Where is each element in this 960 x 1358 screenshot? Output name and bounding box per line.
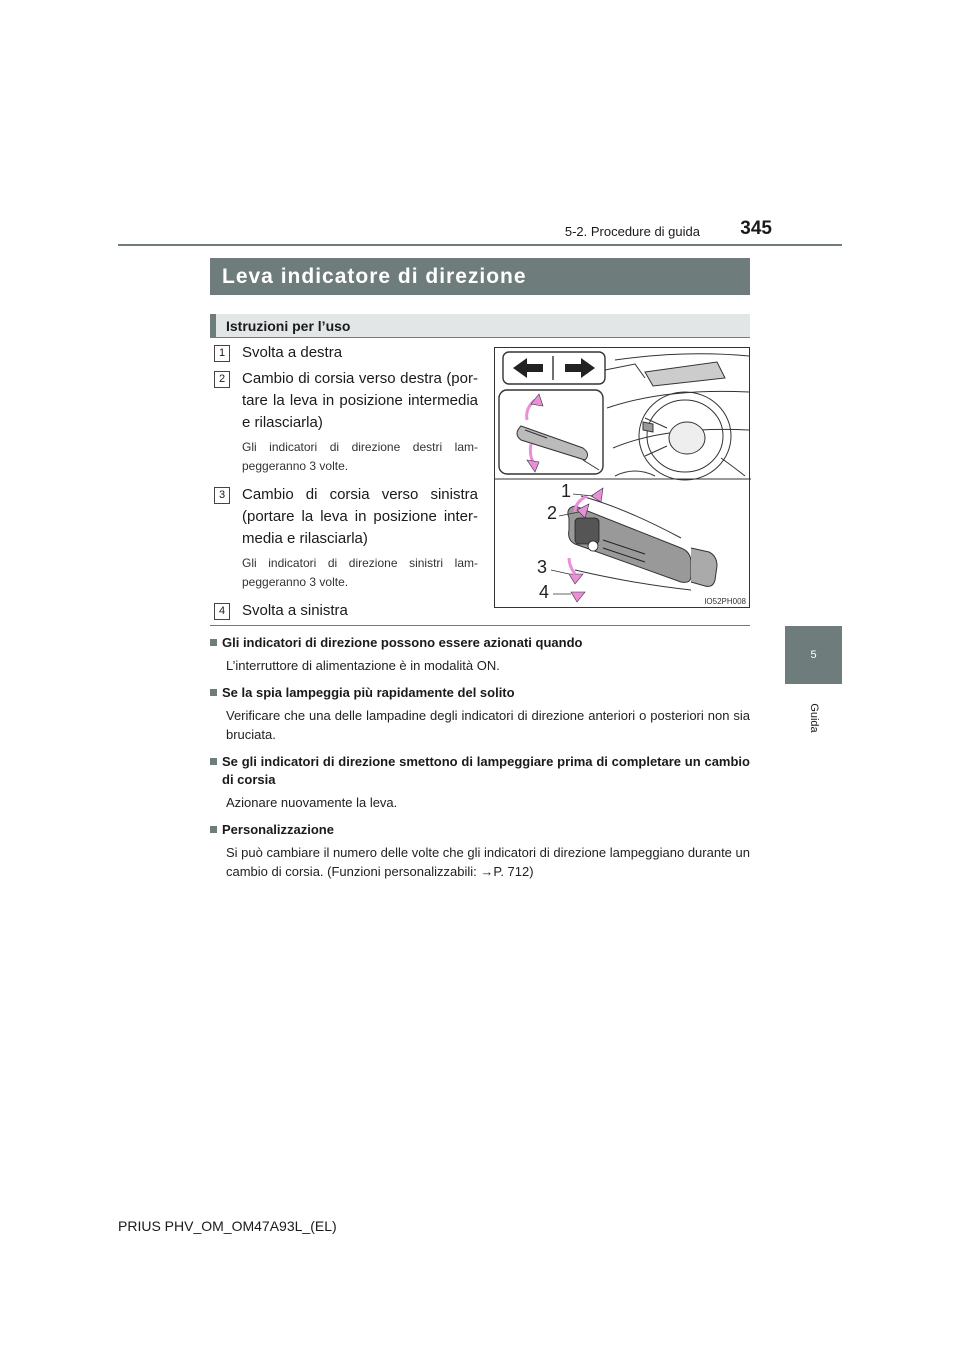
callout-4: 4 bbox=[539, 582, 550, 602]
step-number-badge: 3 bbox=[214, 487, 230, 504]
chapter-tab[interactable]: 5 bbox=[785, 626, 842, 684]
callout-labels bbox=[537, 481, 571, 602]
header-rule bbox=[118, 244, 842, 246]
figure-code: IO52PH008 bbox=[704, 597, 746, 606]
note-heading bbox=[210, 684, 750, 702]
step-2 bbox=[214, 368, 478, 434]
note-heading bbox=[210, 753, 750, 789]
note-block bbox=[210, 634, 750, 675]
note-heading bbox=[210, 821, 750, 839]
header-section-title: 5-2. Procedure di guida bbox=[564, 224, 700, 239]
step-note: Gli indicatori di direzione destri lam-peggeranno 3 volte. bbox=[242, 440, 478, 473]
note-heading-text: Personalizzazione bbox=[222, 822, 334, 837]
section-divider bbox=[210, 625, 750, 626]
callout-1: 1 bbox=[561, 481, 572, 501]
page-number: 345 bbox=[740, 218, 772, 239]
step-text: Cambio di corsia verso sinistra (portare la leva in posizione inter-media e rilasciarla) bbox=[242, 486, 478, 547]
note-body: L’interruttore di alimentazione è in modalità ON. bbox=[226, 658, 500, 673]
note-heading-text: Se gli indicatori di direzione smettono di lampeggiare prima di completare un cambio di corsia bbox=[222, 754, 750, 787]
step-text: Cambio di corsia verso destra (por-tare la leva in posizione intermedia e rilasciarla) bbox=[242, 370, 478, 431]
square-bullet-icon bbox=[210, 758, 217, 765]
lever-closeup bbox=[568, 488, 717, 602]
page-title: Leva indicatore di direzione bbox=[210, 258, 750, 295]
turn-arrows-icon bbox=[503, 352, 605, 384]
step-note: Gli indicatori di direzione sinistri lam-peggeranno 3 volte. bbox=[242, 556, 478, 589]
note-body: Si può cambiare il numero delle volte che gli indicatori di direzione lampeggiano durante un cambio di corsia. (Funzioni personalizzabili: →P. 712) bbox=[226, 845, 750, 879]
square-bullet-icon bbox=[210, 826, 217, 833]
subheading: Istruzioni per l’uso bbox=[210, 314, 750, 338]
step-text: Svolta a destra bbox=[242, 344, 343, 361]
steps-list bbox=[214, 342, 478, 626]
note-body: Azionare nuovamente la leva. bbox=[226, 795, 398, 810]
note-block bbox=[210, 753, 750, 812]
square-bullet-icon bbox=[210, 639, 217, 646]
turn-signal-lever-illustration bbox=[494, 347, 750, 608]
illustration-svg bbox=[495, 348, 751, 609]
note-heading-text: Gli indicatori di direzione possono essere azionati quando bbox=[222, 635, 583, 650]
dashboard-sketch bbox=[607, 354, 749, 480]
step-4 bbox=[214, 600, 478, 622]
chapter-label: Guida bbox=[808, 703, 820, 733]
step-3 bbox=[214, 484, 478, 550]
step-1 bbox=[214, 342, 478, 364]
step-text: Svolta a sinistra bbox=[242, 602, 348, 619]
note-heading-text: Se la spia lampeggia più rapidamente del solito bbox=[222, 685, 515, 700]
notes-section bbox=[210, 634, 750, 890]
callout-3: 3 bbox=[537, 557, 548, 577]
note-body: Verificare che una delle lampadine degli indicatori di direzione anteriori o posteriori non sia bruciata. bbox=[226, 708, 750, 742]
square-bullet-icon bbox=[210, 689, 217, 696]
step-number-badge: 1 bbox=[214, 345, 230, 362]
note-heading bbox=[210, 634, 750, 652]
footer-doc-code: PRIUS PHV_OM_OM47A93L_(EL) bbox=[118, 1218, 337, 1234]
callout-2: 2 bbox=[547, 503, 558, 523]
lever-detail-box bbox=[499, 390, 603, 474]
note-block bbox=[210, 821, 750, 881]
step-number-badge: 2 bbox=[214, 371, 230, 388]
note-block bbox=[210, 684, 750, 744]
step-number-badge: 4 bbox=[214, 603, 230, 620]
